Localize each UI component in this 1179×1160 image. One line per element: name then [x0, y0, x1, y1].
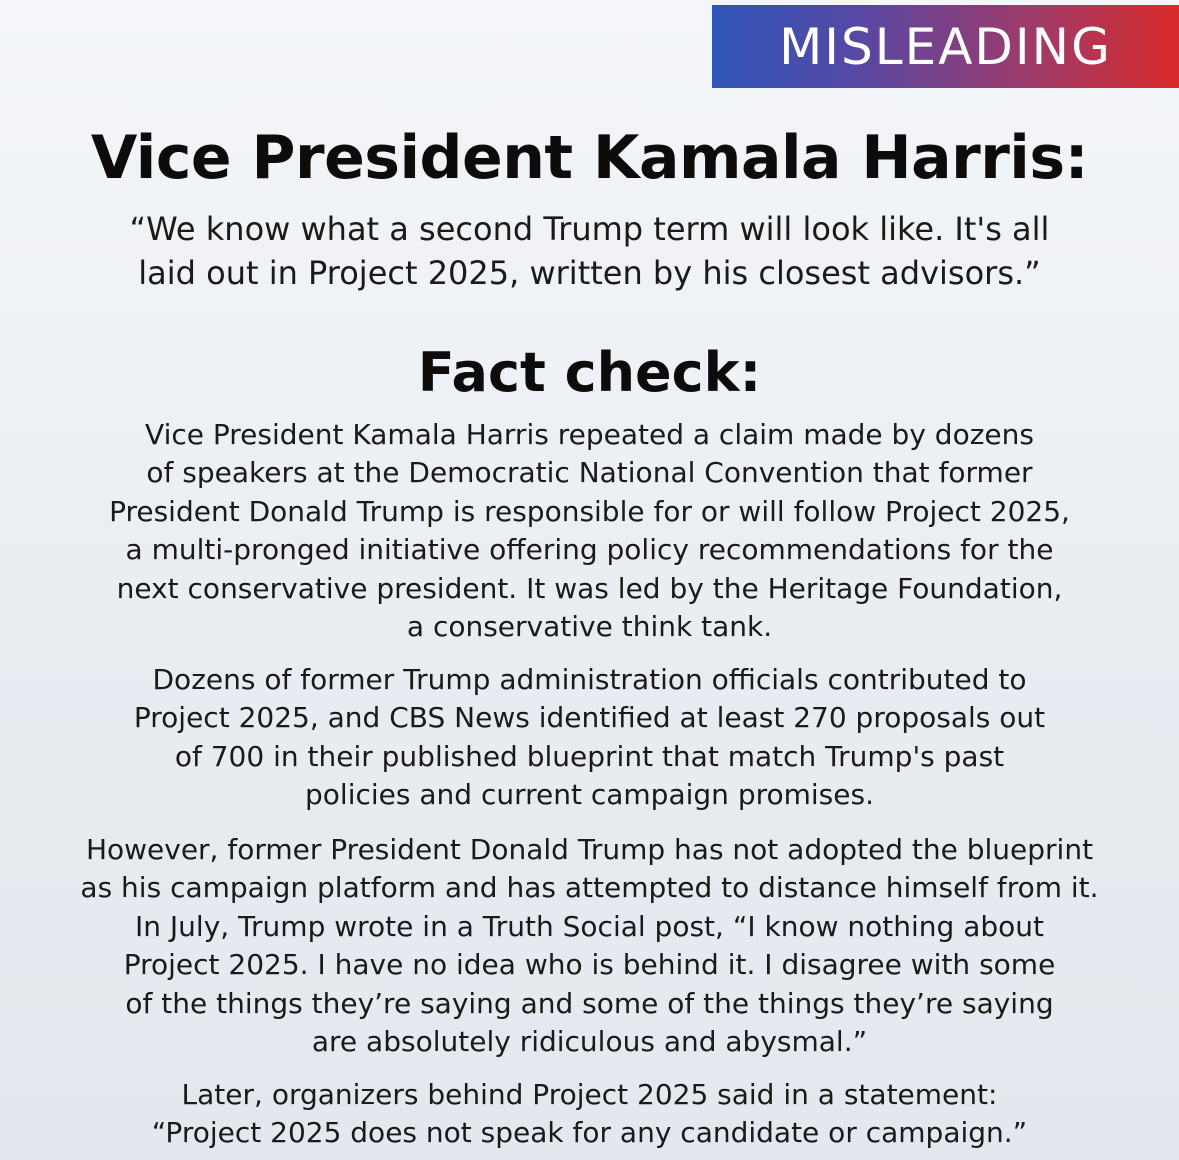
- badge-label: MISLEADING: [779, 17, 1112, 76]
- paragraph-line: Project 2025. I have no idea who is behind it. I disagree with some: [123, 948, 1056, 982]
- paragraph-line: a conservative think tank.: [406, 610, 773, 644]
- misleading-badge: [712, 5, 1179, 88]
- paragraph-line: of speakers at the Democratic National Convention that former: [146, 456, 1033, 490]
- paragraph-line: of 700 in their published blueprint that match Trump's past: [174, 739, 1005, 773]
- paragraph-line: Dozens of former Trump administration officials contributed to: [152, 663, 1027, 696]
- fact-check-paragraph: [40, 831, 1139, 1061]
- claim-speaker-heading: Vice President Kamala Harris:: [90, 123, 1089, 193]
- paragraph-line: Later, organizers behind Project 2025 said in a statement:: [181, 1078, 998, 1111]
- paragraph-line: President Donald Trump is responsible for or will follow Project 2025,: [109, 494, 1070, 528]
- paragraph-line: policies and current campaign promises.: [305, 778, 874, 812]
- paragraph-line: a multi-pronged initiative offering policy recommendations for the: [125, 533, 1054, 567]
- paragraph-line: Vice President Kamala Harris repeated a claim made by dozens: [145, 418, 1034, 451]
- claim-quote: [60, 207, 1119, 295]
- fact-check-heading: Fact check:: [417, 341, 762, 404]
- paragraph-line: as his campaign platform and has attempted to distance himself from it.: [80, 871, 1099, 905]
- paragraph-line: However, former President Donald Trump has not adopted the blueprint: [85, 833, 1094, 866]
- fact-check-paragraph: [40, 416, 1139, 646]
- paragraph-line: “Project 2025 does not speak for any candidate or campaign.”: [151, 1116, 1028, 1150]
- quote-line: laid out in Project 2025, written by his closest advisors.”: [138, 254, 1041, 292]
- quote-line: “We know what a second Trump term will look like. It's all: [129, 210, 1050, 248]
- paragraph-line: In July, Trump wrote in a Truth Social post, “I know nothing about: [135, 909, 1044, 943]
- fact-check-paragraph: [40, 661, 1139, 815]
- paragraph-line: next conservative president. It was led by the Heritage Foundation,: [116, 571, 1063, 605]
- fact-check-paragraph: [40, 1076, 1139, 1153]
- paragraph-line: of the things they’re saying and some of the things they’re saying: [125, 986, 1054, 1020]
- paragraph-line: are absolutely ridiculous and abysmal.”: [311, 1025, 868, 1059]
- paragraph-line: Project 2025, and CBS News identified at least 270 proposals out: [133, 701, 1046, 735]
